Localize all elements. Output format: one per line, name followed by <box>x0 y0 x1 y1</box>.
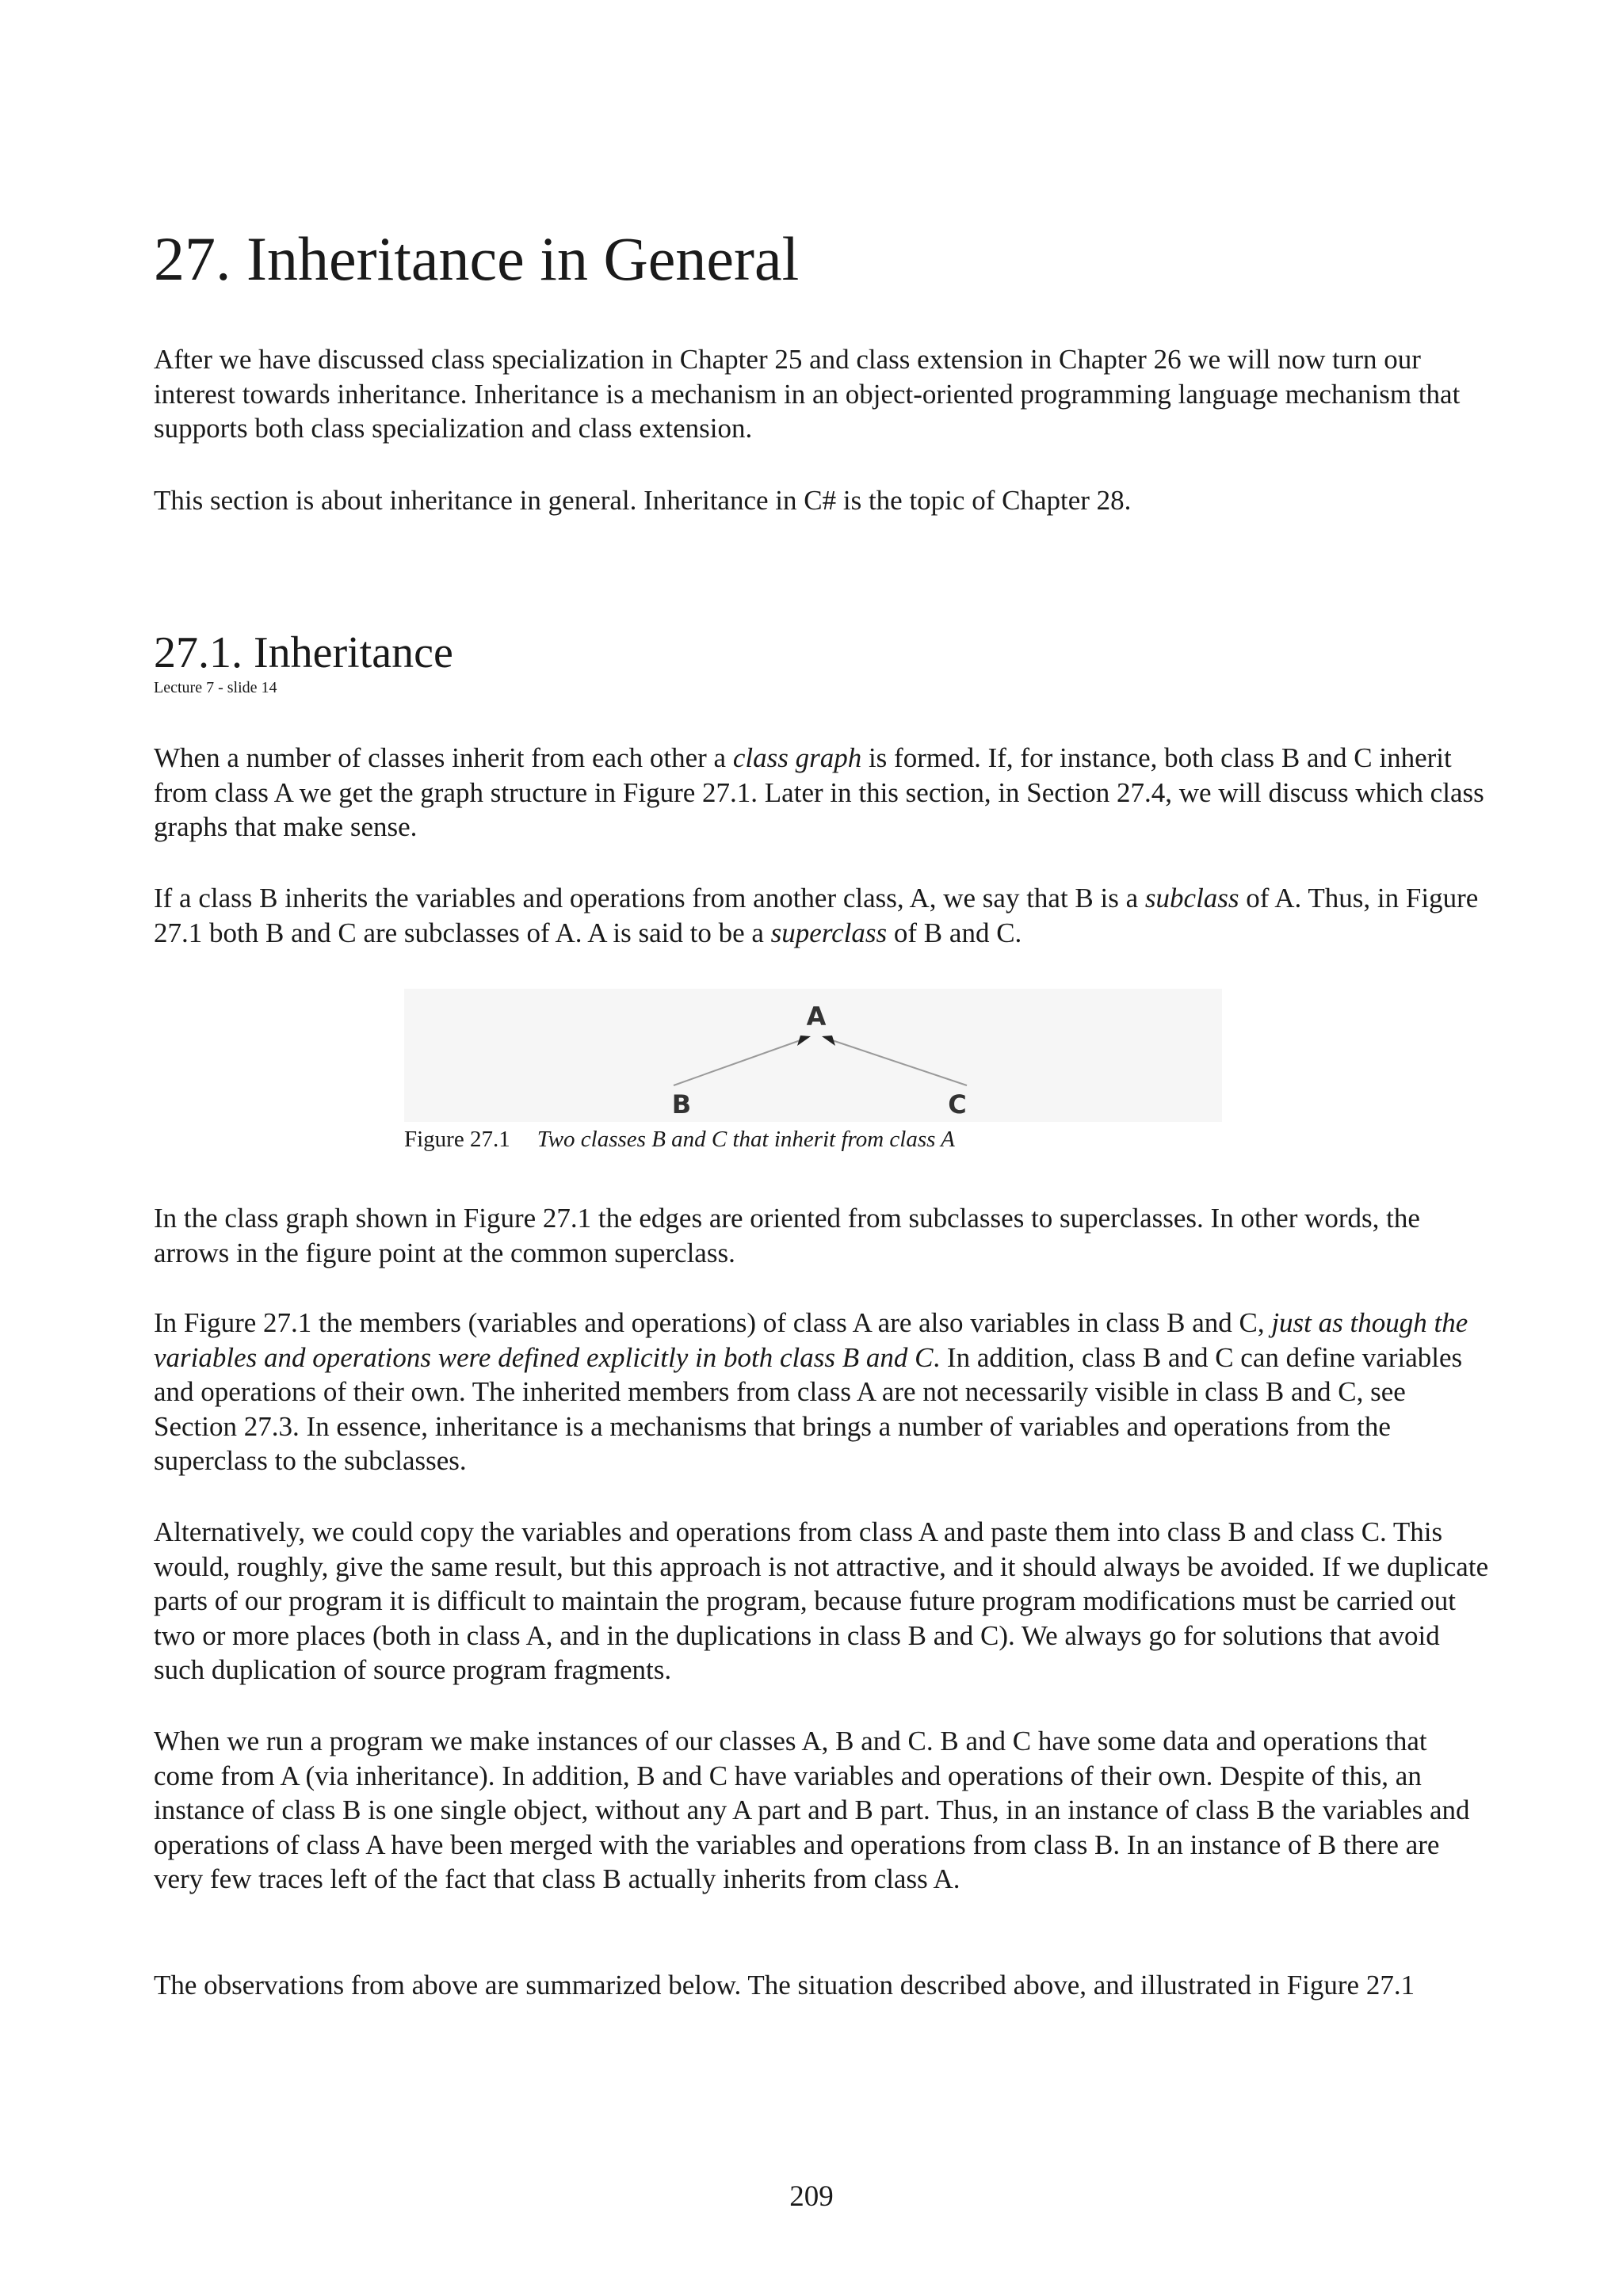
section-paragraph-6: When we run a program we make instances of our classes A, B and C. B and C have some data and operations that come from A (via inheritance). In addition, B and C have variables and operations of their own. Despite of this, an instance of class B is one single object, without any A part and B part. Thus, in an instance of class B the variables and operations of class A have been merged with the variables and operations from class B. In an instance of B there are very few traces left of the fact that class B actually inherits from class A. <box>154 1726 1470 1894</box>
section-paragraph-3: In the class graph shown in Figure 27.1 the edges are oriented from subclasses to superclasses. In other words, the arrows in the figure point at the common superclass. <box>154 1203 1420 1268</box>
arrowhead-b-icon <box>797 1035 811 1046</box>
intro-paragraph-2: This section is about inheritance in general. Inheritance in C# is the topic of Chapter 28. <box>154 485 1132 516</box>
intro-paragraph-1: After we have discussed class specialization in Chapter 25 and class extension in Chapter 26 we will now turn our interest towards inheritance. Inheritance is a mechanism in an object-oriented programming language mechanism that supports both class specialization and class extension. <box>154 344 1461 444</box>
term-class-graph: class graph <box>732 742 862 773</box>
edge-b-to-a <box>674 1040 800 1085</box>
figure-label: Figure 27.1 <box>404 1127 510 1152</box>
figure-caption <box>404 1128 955 1151</box>
arrowhead-c-icon <box>822 1035 835 1046</box>
section-paragraph-1: When a number of classes inherit from each other a class graph is formed. If, for instance, both class B and C inherit from class A we get the graph structure in Figure 27.1. Later in this section, in Section 27.4, we will discuss which class graphs that make sense. <box>154 742 1484 842</box>
node-b: B <box>671 1089 692 1119</box>
chapter-title: 27. Inheritance in General <box>154 224 800 293</box>
section-paragraph-7: The observations from above are summarized below. The situation described above, and illustrated in Figure 27.1 <box>154 1970 1415 2000</box>
node-c: C <box>948 1089 967 1119</box>
term-superclass: superclass <box>770 917 888 948</box>
emphasis-just-as-though: just as though the variables and operations were defined explicitly in both class B and C <box>154 1307 1468 1373</box>
figure-caption-text: Two classes B and C that inherit from class A <box>537 1127 955 1152</box>
section-paragraph-4: In Figure 27.1 the members (variables and operations) of class A are also variables in class B and C, just as though the variables and operations were defined explicitly in both class B and C. In addition, class B and C can define variables and operations of their own. The inherited members from class A are not necessarily visible in class B and C, see Section 27.3. In essence, inheritance is a mechanisms that brings a number of variables and operations from the superclass to the subclasses. <box>154 1307 1468 1476</box>
section-paragraph-2: If a class B inherits the variables and operations from another class, A, we say that B is a subclass of A. Thus, in Figure 27.1 both B and C are subclasses of A. A is said to be a superclass of B and C. <box>154 883 1479 948</box>
term-subclass: subclass <box>1144 883 1239 913</box>
section-title: 27.1. Inheritance <box>154 628 453 677</box>
section-paragraph-5: Alternatively, we could copy the variables and operations from class A and paste them into class B and class C. This would, roughly, give the same result, but this approach is not attractive, and it should always be avoided. If we duplicate parts of our program it is difficult to maintain the program, because future program modifications must be carried out two or more places (both in class A, and in the duplications in class B and C). We always go for solutions that avoid such duplication of source program fragments. <box>154 1516 1489 1685</box>
node-a: A <box>806 1001 827 1032</box>
class-graph-figure <box>404 989 1222 1122</box>
class-graph-diagram <box>404 989 1222 1122</box>
lecture-reference: Lecture 7 - slide 14 <box>154 679 277 696</box>
page-number: 209 <box>789 2180 834 2213</box>
edge-c-to-a <box>832 1040 967 1085</box>
